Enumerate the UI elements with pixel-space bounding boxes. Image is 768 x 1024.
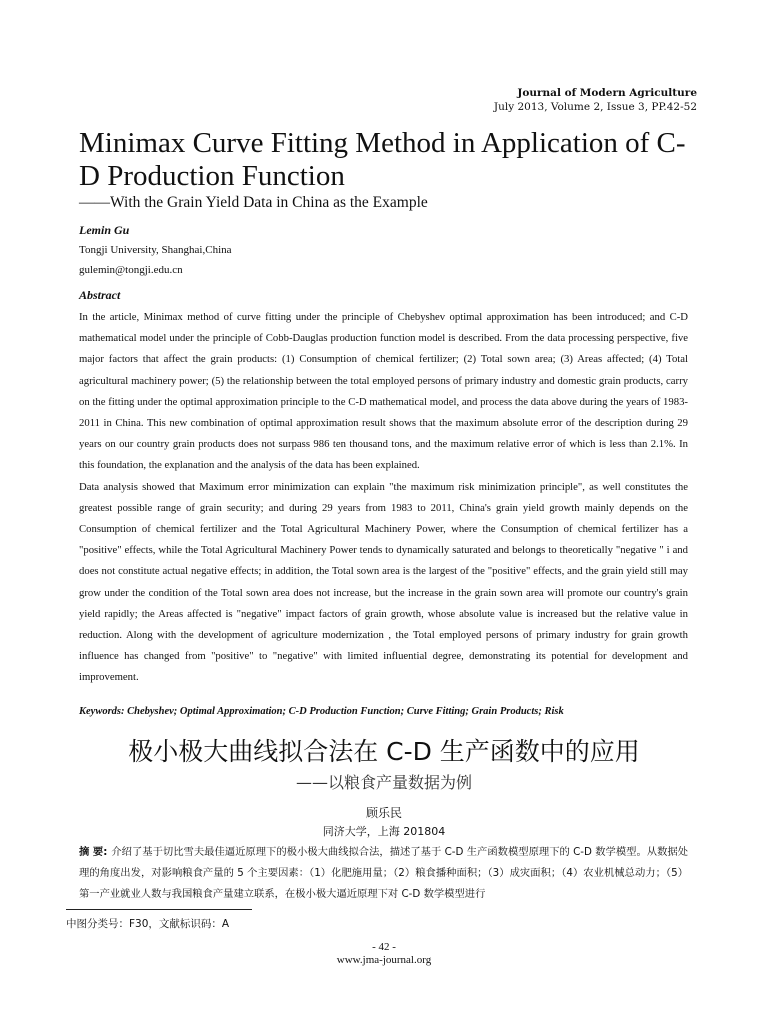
journal-website: www.jma-journal.org — [336, 954, 432, 966]
chinese-affiliation: 同济大学，上海 201804 — [322, 825, 446, 838]
journal-header — [494, 86, 697, 114]
abstract-paragraph: Data analysis showed that Maximum error minimization can explain "the maximum risk minimization principle", as well constitutes the greatest possible range of grain security; and during 29 years from 1983 to 2011, China's grain yield growth mainly depends on the Consumption of chemical fertilizer and the Total Agricultural Machinery Power, where the Consumption of chemical fertilizer has a "positive" effects, while the Total Agricultural Machinery Power tends to dynamically saturated and belongs to theoretically "negative " i and does not constitute actual negative effects; in addition, the Total sown area is the largest of the "positive" effects, and the grain yield still may grow under the condition of the Total sown area does not increase, but the increase in the grain sown area will promote our country's grain yield rapidly; the Areas affected is "negative" impact factors of grain growth, whose absolute value is increased but the relative value in reduction. Along with the development of agriculture modernization , the Total employed persons of primary industry for grain growth influence has changed from "positive" to "negative" with limited influential degree, demonstrating its potential for development and improvement. — [79, 480, 688, 684]
keywords: Keywords: Chebyshev; Optimal Approximation; C-D Production Function; Curve Fitting; Grain Products; Risk — [79, 706, 564, 717]
page-number: - 42 - — [372, 941, 396, 953]
chinese-title: 极小极大曲线拟合法在 C-D 生产函数中的应用 — [128, 737, 640, 766]
chinese-abstract — [79, 842, 688, 905]
journal-issue-info: July 2013, Volume 2, Issue 3, PP.42-52 — [493, 101, 697, 113]
chinese-author-name: 顾乐民 — [365, 806, 402, 820]
paper-subtitle: ——With the Grain Yield Data in China as the Example — [79, 194, 428, 211]
abstract-body — [79, 307, 688, 689]
chinese-abstract-label: 摘 要: — [79, 846, 108, 858]
abstract-heading: Abstract — [79, 288, 121, 302]
author-email: gulemin@tongji.edu.cn — [79, 264, 183, 276]
classification-footnote: 中图分类号：F30，文献标识码：A — [66, 918, 230, 930]
footnote-divider — [66, 909, 252, 910]
chinese-subtitle: ——以粮食产量数据为例 — [295, 773, 472, 792]
journal-name: Journal of Modern Agriculture — [517, 87, 697, 99]
paper-title: Minimax Curve Fitting Method in Application of C-D Production Function — [79, 127, 686, 192]
abstract-paragraph: In the article, Minimax method of curve fitting under the principle of Chebyshev optimal approximation has been introduced; and C-D mathematical model under the principle of Cobb-Dauglas production function model is described. From the data processing perspective, five major factors that affect the grain products: (1) Consumption of chemical fertilizer; (2) Total sown area; (3) Areas affected; (4) Total agricultural machinery power; (5) the relationship between the total employed persons of primary industry and domestic grain products, carry on the fitting under the optimal approximation principle to the C-D mathematical model, and process the data above during the years of 1983-2011 in China. This new combination of optimal approximation result shows that the maximum absolute error of the description during 29 years on our country grain products does not surpass 986 ten thousand tons, and the maximum relative error of which is less than 2.1%. In this foundation, the explanation and the analysis of the data has been explained. — [79, 311, 688, 472]
chinese-abstract-text: 介绍了基于切比雪夫最佳逼近原理下的极小极大曲线拟合法，描述了基于 C-D 生产函数模型原理下的 C-D 数学模型。从数据处理的角度出发，对影响粮食产量的 5 个主要因素：（1）化肥施用量；（2）粮食播种面积；（3）成灾面积；（4）农业机械总动力；（5）第一产业就业人数与我国粮食产量建立联系，在极小极大逼近原理下对 C-D 数学模型进行 — [79, 846, 688, 900]
author-affiliation: Tongji University, Shanghai,China — [79, 244, 232, 256]
author-name: Lemin Gu — [79, 223, 130, 237]
